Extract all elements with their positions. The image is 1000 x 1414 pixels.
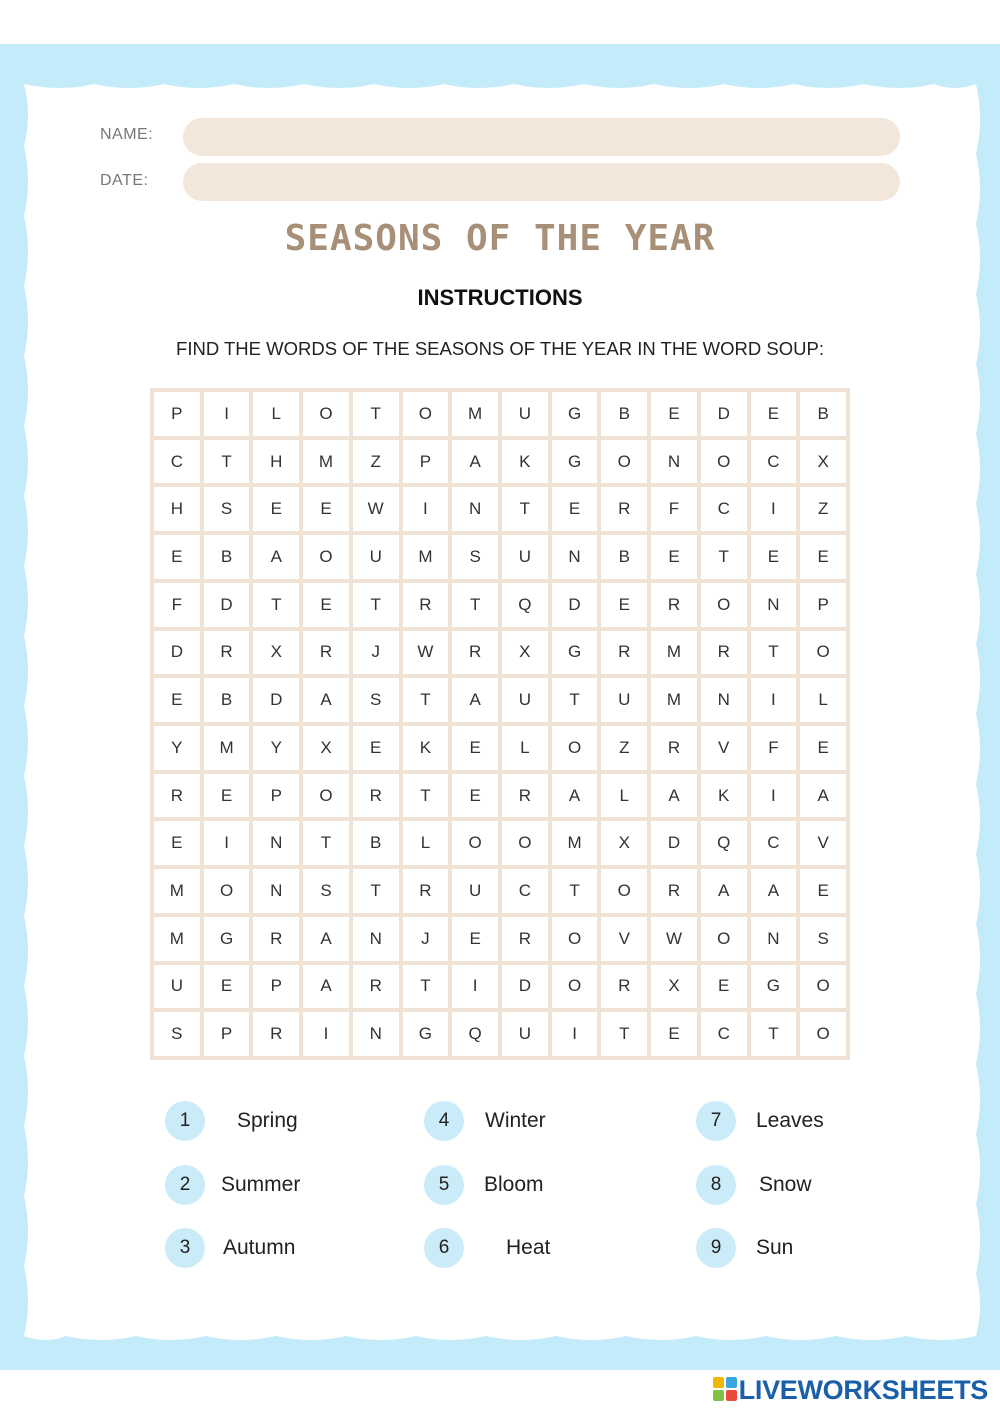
grid-letter[interactable]: E (651, 535, 697, 579)
word-number-badge: 6 (424, 1228, 464, 1268)
worksheet-title: SEASONS OF THE YEAR (284, 218, 716, 259)
grid-letter[interactable]: R (303, 631, 349, 675)
grid-letter[interactable]: K (403, 726, 449, 770)
grid-letter[interactable]: T (751, 1012, 797, 1056)
grid-letter[interactable]: T (353, 392, 399, 436)
grid-letter[interactable]: I (204, 821, 250, 865)
grid-letter[interactable]: M (651, 631, 697, 675)
grid-letter[interactable]: E (353, 726, 399, 770)
word-list-item (696, 1165, 812, 1205)
grid-letter[interactable]: T (403, 774, 449, 818)
grid-letter[interactable]: N (552, 535, 598, 579)
grid-letter[interactable]: Z (800, 487, 846, 531)
grid-letter[interactable]: H (154, 487, 200, 531)
grid-letter[interactable]: X (601, 821, 647, 865)
grid-letter[interactable]: K (502, 440, 548, 484)
grid-letter[interactable]: D (701, 392, 747, 436)
grid-letter[interactable]: O (701, 440, 747, 484)
grid-letter[interactable]: U (502, 392, 548, 436)
grid-letter[interactable]: T (552, 678, 598, 722)
grid-letter[interactable]: C (751, 821, 797, 865)
grid-letter[interactable]: S (204, 487, 250, 531)
grid-letter[interactable]: D (253, 678, 299, 722)
grid-letter[interactable]: T (303, 821, 349, 865)
grid-letter[interactable]: U (452, 869, 498, 913)
grid-letter[interactable]: S (800, 917, 846, 961)
grid-letter[interactable]: L (403, 821, 449, 865)
grid-letter[interactable]: D (552, 583, 598, 627)
word-number-badge: 3 (165, 1228, 205, 1268)
grid-letter[interactable]: T (502, 487, 548, 531)
grid-letter[interactable]: O (303, 774, 349, 818)
word-label: Bloom (484, 1173, 544, 1196)
grid-letter[interactable]: E (651, 1012, 697, 1056)
word-number-badge: 2 (165, 1165, 205, 1205)
grid-letter[interactable]: P (253, 965, 299, 1009)
grid-letter[interactable]: I (751, 678, 797, 722)
grid-letter[interactable]: N (452, 487, 498, 531)
grid-letter[interactable]: E (154, 678, 200, 722)
word-label: Summer (221, 1173, 301, 1196)
grid-letter[interactable]: E (204, 965, 250, 1009)
grid-letter[interactable]: A (253, 535, 299, 579)
grid-letter[interactable]: O (552, 917, 598, 961)
grid-letter[interactable]: V (701, 726, 747, 770)
grid-letter[interactable]: X (502, 631, 548, 675)
grid-letter[interactable]: C (154, 440, 200, 484)
word-number-badge: 4 (424, 1101, 464, 1141)
grid-letter[interactable]: R (651, 583, 697, 627)
grid-letter[interactable]: O (303, 535, 349, 579)
grid-letter[interactable]: T (552, 869, 598, 913)
grid-letter[interactable]: A (303, 965, 349, 1009)
grid-letter[interactable]: E (800, 535, 846, 579)
grid-letter[interactable]: R (701, 631, 747, 675)
grid-letter[interactable]: N (353, 1012, 399, 1056)
word-list-item (696, 1228, 793, 1268)
grid-letter[interactable]: E (154, 535, 200, 579)
grid-letter[interactable]: O (552, 965, 598, 1009)
grid-letter[interactable]: I (751, 774, 797, 818)
grid-letter[interactable]: O (303, 392, 349, 436)
grid-letter[interactable]: R (403, 583, 449, 627)
grid-letter[interactable]: O (552, 726, 598, 770)
grid-letter[interactable]: A (701, 869, 747, 913)
grid-letter[interactable]: B (601, 392, 647, 436)
grid-letter[interactable]: M (651, 678, 697, 722)
word-label: Heat (506, 1236, 551, 1259)
grid-letter[interactable]: W (353, 487, 399, 531)
grid-letter[interactable]: L (800, 678, 846, 722)
grid-letter[interactable]: T (751, 631, 797, 675)
grid-letter[interactable]: N (253, 821, 299, 865)
word-number-badge: 8 (696, 1165, 736, 1205)
grid-letter[interactable]: O (452, 821, 498, 865)
word-label: Autumn (223, 1236, 296, 1259)
grid-letter[interactable]: R (204, 631, 250, 675)
grid-letter[interactable]: E (552, 487, 598, 531)
grid-letter[interactable]: U (601, 678, 647, 722)
grid-letter[interactable]: R (651, 726, 697, 770)
grid-letter[interactable]: X (253, 631, 299, 675)
grid-letter[interactable]: E (751, 392, 797, 436)
grid-letter[interactable]: R (353, 965, 399, 1009)
grid-letter[interactable]: E (303, 583, 349, 627)
grid-letter[interactable]: O (800, 631, 846, 675)
grid-letter[interactable]: M (154, 869, 200, 913)
grid-letter[interactable]: G (552, 631, 598, 675)
grid-letter[interactable]: B (800, 392, 846, 436)
grid-letter[interactable]: R (452, 631, 498, 675)
name-field[interactable] (183, 118, 900, 156)
word-list-item (424, 1165, 544, 1205)
grid-letter[interactable]: G (204, 917, 250, 961)
grid-letter[interactable]: I (403, 487, 449, 531)
grid-letter[interactable]: I (204, 392, 250, 436)
grid-letter[interactable]: V (601, 917, 647, 961)
grid-letter[interactable]: N (651, 440, 697, 484)
grid-letter[interactable]: I (303, 1012, 349, 1056)
grid-letter[interactable]: N (353, 917, 399, 961)
word-label: Snow (759, 1173, 812, 1196)
grid-letter[interactable]: V (800, 821, 846, 865)
grid-letter[interactable]: M (403, 535, 449, 579)
liveworksheets-logo-icon (713, 1377, 739, 1403)
grid-letter[interactable]: R (601, 631, 647, 675)
liveworksheets-logo[interactable] (713, 1374, 988, 1406)
grid-letter[interactable]: F (651, 487, 697, 531)
word-list-item (165, 1228, 295, 1268)
grid-letter[interactable]: P (800, 583, 846, 627)
word-search-grid (150, 388, 850, 1060)
grid-letter[interactable]: U (353, 535, 399, 579)
grid-letter[interactable]: U (502, 1012, 548, 1056)
grid-letter[interactable]: D (154, 631, 200, 675)
grid-letter[interactable]: I (751, 487, 797, 531)
grid-letter[interactable]: B (204, 678, 250, 722)
grid-letter[interactable]: T (452, 583, 498, 627)
grid-letter[interactable]: J (403, 917, 449, 961)
word-label: Spring (237, 1109, 298, 1132)
grid-letter[interactable]: F (751, 726, 797, 770)
grid-letter[interactable]: U (502, 535, 548, 579)
grid-letter[interactable]: N (253, 869, 299, 913)
date-label: DATE: (100, 172, 149, 189)
grid-letter[interactable]: X (651, 965, 697, 1009)
grid-letter[interactable]: F (154, 583, 200, 627)
grid-letter[interactable]: T (701, 535, 747, 579)
grid-letter[interactable]: R (253, 1012, 299, 1056)
grid-letter[interactable]: R (353, 774, 399, 818)
name-label: NAME: (100, 126, 154, 143)
grid-letter[interactable]: Q (452, 1012, 498, 1056)
grid-letter[interactable]: R (502, 774, 548, 818)
grid-letter[interactable]: E (204, 774, 250, 818)
grid-letter[interactable]: O (601, 440, 647, 484)
grid-letter[interactable]: P (154, 392, 200, 436)
instructions-text: FIND THE WORDS OF THE SEASONS OF THE YEAR IN THE WORD SOUP: (176, 338, 824, 359)
word-list-item (424, 1228, 550, 1268)
grid-letter[interactable]: E (452, 726, 498, 770)
grid-letter[interactable]: E (701, 965, 747, 1009)
grid-letter[interactable]: G (751, 965, 797, 1009)
grid-letter[interactable]: E (253, 487, 299, 531)
grid-letter[interactable]: E (800, 869, 846, 913)
grid-letter[interactable]: O (701, 917, 747, 961)
grid-letter[interactable]: K (701, 774, 747, 818)
grid-letter[interactable]: E (303, 487, 349, 531)
grid-letter[interactable]: N (701, 678, 747, 722)
grid-letter[interactable]: A (452, 440, 498, 484)
grid-letter[interactable]: T (403, 678, 449, 722)
word-list-item (696, 1101, 824, 1141)
word-number-badge: 5 (424, 1165, 464, 1205)
grid-letter[interactable]: I (552, 1012, 598, 1056)
date-field[interactable] (183, 163, 900, 201)
grid-letter[interactable]: C (701, 487, 747, 531)
grid-letter[interactable]: M (154, 917, 200, 961)
grid-letter[interactable]: Y (253, 726, 299, 770)
grid-letter[interactable]: N (751, 583, 797, 627)
word-label: Leaves (756, 1109, 824, 1132)
grid-letter[interactable]: G (552, 392, 598, 436)
grid-letter[interactable]: W (651, 917, 697, 961)
grid-letter[interactable]: A (651, 774, 697, 818)
grid-letter[interactable]: U (502, 678, 548, 722)
grid-letter[interactable]: R (651, 869, 697, 913)
word-label: Winter (485, 1109, 546, 1132)
grid-letter[interactable]: X (800, 440, 846, 484)
grid-letter[interactable]: E (651, 392, 697, 436)
grid-letter[interactable]: E (154, 821, 200, 865)
grid-letter[interactable]: R (502, 917, 548, 961)
grid-letter[interactable]: B (601, 535, 647, 579)
grid-letter[interactable]: T (403, 965, 449, 1009)
grid-letter[interactable]: A (751, 869, 797, 913)
grid-letter[interactable]: P (204, 1012, 250, 1056)
grid-letter[interactable]: D (502, 965, 548, 1009)
grid-letter[interactable]: O (800, 1012, 846, 1056)
grid-letter[interactable]: P (253, 774, 299, 818)
grid-letter[interactable]: L (601, 774, 647, 818)
grid-letter[interactable]: A (303, 678, 349, 722)
grid-letter[interactable]: G (552, 440, 598, 484)
grid-letter[interactable]: P (403, 440, 449, 484)
grid-letter[interactable]: C (701, 1012, 747, 1056)
grid-letter[interactable]: D (651, 821, 697, 865)
grid-letter[interactable]: S (154, 1012, 200, 1056)
word-list-item (165, 1101, 298, 1141)
grid-letter[interactable]: Q (701, 821, 747, 865)
grid-letter[interactable]: S (303, 869, 349, 913)
grid-letter[interactable]: W (403, 631, 449, 675)
grid-letter[interactable]: M (204, 726, 250, 770)
grid-letter[interactable]: R (601, 487, 647, 531)
word-number-badge: 1 (165, 1101, 205, 1141)
grid-letter[interactable]: L (253, 392, 299, 436)
grid-letter[interactable]: E (452, 774, 498, 818)
grid-letter[interactable]: S (353, 678, 399, 722)
grid-letter[interactable]: H (253, 440, 299, 484)
grid-letter[interactable]: R (154, 774, 200, 818)
word-label: Sun (756, 1236, 794, 1259)
word-number-badge: 7 (696, 1101, 736, 1141)
grid-letter[interactable]: T (601, 1012, 647, 1056)
grid-letter[interactable]: L (502, 726, 548, 770)
grid-letter[interactable]: Z (353, 440, 399, 484)
grid-letter[interactable]: O (403, 392, 449, 436)
grid-letter[interactable]: M (303, 440, 349, 484)
grid-letter[interactable]: A (452, 678, 498, 722)
brand-name: LIVEWORKSHEETS (738, 1374, 988, 1405)
grid-letter[interactable]: T (253, 583, 299, 627)
grid-letter[interactable]: R (253, 917, 299, 961)
grid-letter[interactable]: R (601, 965, 647, 1009)
instructions-heading: INSTRUCTIONS (417, 285, 583, 310)
grid-letter[interactable]: A (303, 917, 349, 961)
grid-letter[interactable]: S (452, 535, 498, 579)
grid-letter[interactable]: O (601, 869, 647, 913)
grid-letter[interactable]: B (353, 821, 399, 865)
grid-letter[interactable]: E (452, 917, 498, 961)
grid-letter[interactable]: J (353, 631, 399, 675)
word-list-item (165, 1165, 300, 1205)
grid-letter[interactable]: Z (601, 726, 647, 770)
grid-letter[interactable]: C (502, 869, 548, 913)
grid-letter[interactable]: Y (154, 726, 200, 770)
grid-letter[interactable]: T (353, 869, 399, 913)
grid-letter[interactable]: O (800, 965, 846, 1009)
grid-letter[interactable]: X (303, 726, 349, 770)
grid-letter[interactable]: R (403, 869, 449, 913)
grid-letter[interactable]: M (452, 392, 498, 436)
grid-letter[interactable]: O (502, 821, 548, 865)
grid-letter[interactable]: N (751, 917, 797, 961)
grid-letter[interactable]: O (701, 583, 747, 627)
grid-letter[interactable]: A (552, 774, 598, 818)
grid-letter[interactable]: T (204, 440, 250, 484)
grid-letter[interactable]: E (751, 535, 797, 579)
grid-letter[interactable]: B (204, 535, 250, 579)
grid-letter[interactable]: I (452, 965, 498, 1009)
word-number-badge: 9 (696, 1228, 736, 1268)
grid-letter[interactable]: M (552, 821, 598, 865)
grid-letter[interactable]: C (751, 440, 797, 484)
grid-letter[interactable]: O (204, 869, 250, 913)
grid-letter[interactable]: U (154, 965, 200, 1009)
grid-letter[interactable]: E (800, 726, 846, 770)
word-list-item (424, 1101, 546, 1141)
grid-letter[interactable]: T (353, 583, 399, 627)
grid-letter[interactable]: G (403, 1012, 449, 1056)
grid-letter[interactable]: Q (502, 583, 548, 627)
grid-letter[interactable]: A (800, 774, 846, 818)
grid-letter[interactable]: E (601, 583, 647, 627)
grid-letter[interactable]: D (204, 583, 250, 627)
